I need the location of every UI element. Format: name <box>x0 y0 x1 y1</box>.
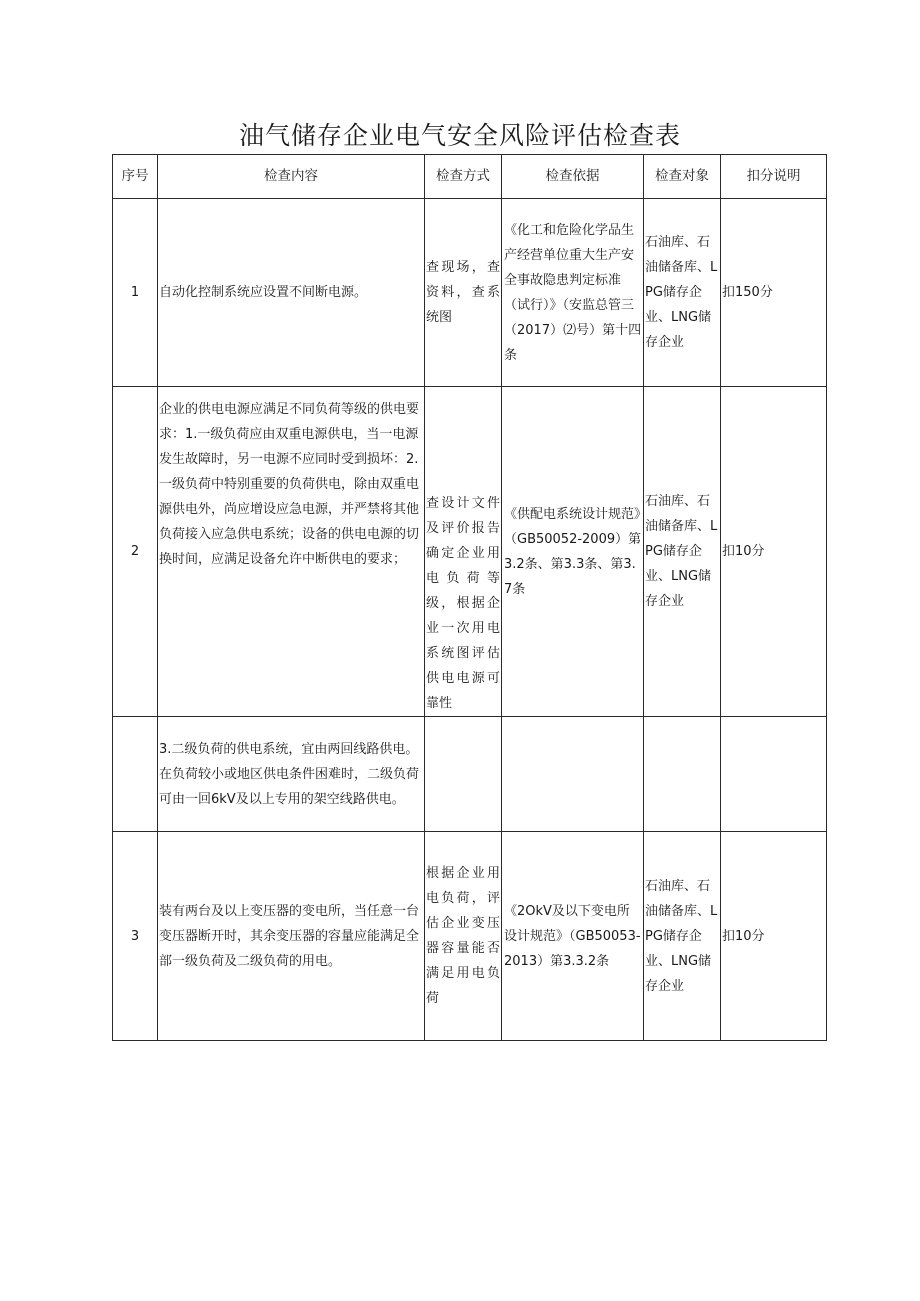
cell-method <box>425 717 502 832</box>
header-method: 检查方式 <box>425 155 502 199</box>
cell-target: 石油库、石油储备库、LPG储存企业、LNG储存企业 <box>644 832 721 1041</box>
cell-target: 石油库、石油储备库、LPG储存企业、LNG储存企业 <box>644 199 721 387</box>
cell-basis: 《2OkV及以下变电所设计规范》（GB50053-2013）第3.3.2条 <box>502 832 644 1041</box>
cell-content: 装有两台及以上变压器的变电所，当任意一台变压器断开时，其余变压器的容量应能满足全部一级负荷及二级负荷的用电。 <box>158 832 425 1041</box>
cell-content: 企业的供电电源应满足不同负荷等级的供电要求：1.一级负荷应由双重电源供电，当一电源发生故障时，另一电源不应同时受到损坏：2.一级负荷中特别重要的负荷供电，除由双重电源供电外，尚应增设应急电源，并严禁将其他负荷接入应急供电系统；设备的供电电源的切换时间，应满足设备允许中断供电的要求； <box>158 387 425 717</box>
cell-basis: 《供配电系统设计规范》（GB50052-2009）第3.2条、第3.3条、第3.7条 <box>502 387 644 717</box>
cell-target <box>644 717 721 832</box>
cell-method: 查现场，查资料，查系统图 <box>425 199 502 387</box>
inspection-table <box>112 154 827 1041</box>
header-content: 检查内容 <box>158 155 425 199</box>
cell-deduction: 扣10分 <box>721 832 827 1041</box>
header-basis: 检查依据 <box>502 155 644 199</box>
cell-seq: 3 <box>113 832 158 1041</box>
cell-content: 3.二级负荷的供电系统，宜由两回线路供电。在负荷较小或地区供电条件困难时，二级负荷可由一回6kV及以上专用的架空线路供电。 <box>158 717 425 832</box>
table-row <box>113 717 827 832</box>
cell-content: 自动化控制系统应设置不间断电源。 <box>158 199 425 387</box>
header-seq: 序号 <box>113 155 158 199</box>
cell-method: 根据企业用电负荷，评估企业变压器容量能否满足用电负荷 <box>425 832 502 1041</box>
cell-target: 石油库、石油储备库、LPG储存企业、LNG储存企业 <box>644 387 721 717</box>
header-deduction: 扣分说明 <box>721 155 827 199</box>
page-title: 油气储存企业电气安全风险评估检查表 <box>238 121 681 150</box>
cell-seq <box>113 717 158 832</box>
cell-basis <box>502 717 644 832</box>
table-row <box>113 832 827 1041</box>
table-row <box>113 199 827 387</box>
cell-basis: 《化工和危险化学品生产经营单位重大生产安全事故隐患判定标准（试行）》（安监总管三（2017）⑵号）第十四条 <box>502 199 644 387</box>
cell-deduction: 扣150分 <box>721 199 827 387</box>
cell-deduction <box>721 717 827 832</box>
cell-method: 查设计文件及评价报告确定企业用电负荷等级，根据企业一次用电系统图评估供电电源可靠性 <box>425 387 502 717</box>
cell-seq: 1 <box>113 199 158 387</box>
cell-deduction: 扣10分 <box>721 387 827 717</box>
header-target: 检查对象 <box>644 155 721 199</box>
cell-seq: 2 <box>113 387 158 717</box>
table-row <box>113 387 827 717</box>
table-header-row <box>113 155 827 199</box>
